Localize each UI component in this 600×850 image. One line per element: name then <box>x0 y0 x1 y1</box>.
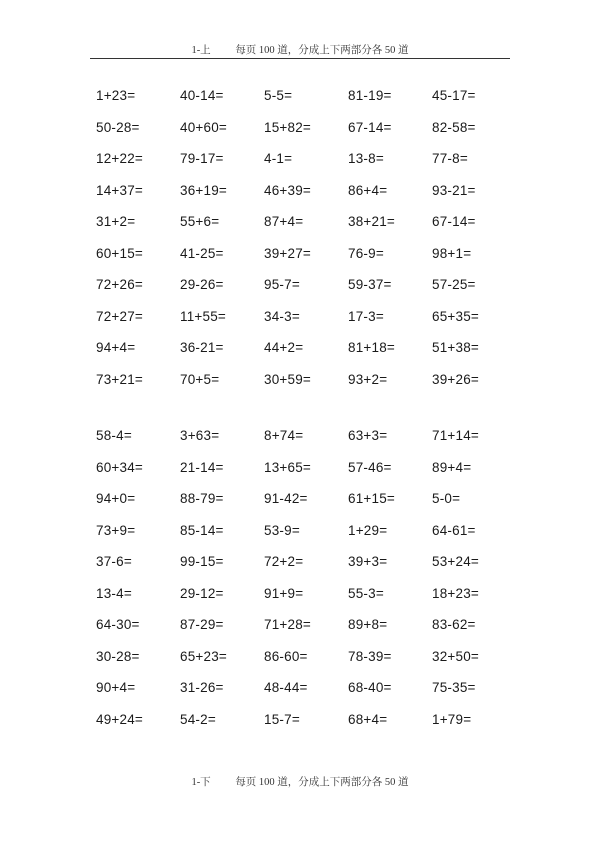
math-problem: 85-14= <box>180 522 224 538</box>
bottom-problem-row <box>96 672 516 704</box>
math-problem: 87+4= <box>264 214 304 230</box>
math-problem: 13-4= <box>96 585 132 601</box>
math-problem: 93+2= <box>348 371 388 387</box>
top-problem-row <box>96 238 516 270</box>
math-problem: 90+4= <box>96 680 136 696</box>
top-problem-row <box>96 206 516 238</box>
math-problem: 68-40= <box>348 680 392 696</box>
math-problem: 60+34= <box>96 459 143 475</box>
bottom-problem-row <box>96 609 516 641</box>
math-problem: 99-15= <box>180 554 224 570</box>
math-problem: 86+4= <box>348 182 388 198</box>
math-problem: 91+9= <box>264 585 304 601</box>
math-problem: 37-6= <box>96 554 132 570</box>
top-problem-grid <box>96 80 516 395</box>
math-problem: 75-35= <box>432 680 476 696</box>
math-problem: 81+18= <box>348 340 395 356</box>
math-problem: 57-46= <box>348 459 392 475</box>
math-problem: 14+37= <box>96 182 143 198</box>
math-problem: 48-44= <box>264 680 308 696</box>
bottom-problem-grid <box>96 420 516 735</box>
math-problem: 15-7= <box>264 711 300 727</box>
math-problem: 60+15= <box>96 245 143 261</box>
math-problem: 11+55= <box>180 308 226 324</box>
math-problem: 82-58= <box>432 119 476 135</box>
math-problem: 45-17= <box>432 88 476 104</box>
header-description: 每页 100 道，分成上下两部分各 50 道 <box>235 45 409 56</box>
math-problem: 17-3= <box>348 308 384 324</box>
math-problem: 95-7= <box>264 277 300 293</box>
math-problem: 89+8= <box>348 617 388 633</box>
math-problem: 78-39= <box>348 648 392 664</box>
math-problem: 40-14= <box>180 88 224 104</box>
math-problem: 88-79= <box>180 491 224 507</box>
math-problem: 53+24= <box>432 554 479 570</box>
math-problem: 72+2= <box>264 554 304 570</box>
bottom-problem-row <box>96 483 516 515</box>
math-problem: 64-30= <box>96 617 140 633</box>
math-problem: 89+4= <box>432 459 472 475</box>
math-problem: 64-61= <box>432 522 476 538</box>
bottom-problem-row <box>96 578 516 610</box>
math-problem: 31+2= <box>96 214 136 230</box>
math-problem: 36+19= <box>180 182 227 198</box>
math-problem: 83-62= <box>432 617 476 633</box>
math-problem: 39+26= <box>432 371 479 387</box>
math-problem: 30-28= <box>96 648 140 664</box>
math-problem: 31-26= <box>180 680 224 696</box>
math-problem: 73+21= <box>96 371 143 387</box>
math-problem: 93-21= <box>432 182 476 198</box>
math-problem: 91-42= <box>264 491 308 507</box>
top-problem-row <box>96 364 516 396</box>
math-problem: 72+26= <box>96 277 143 293</box>
math-problem: 71+14= <box>432 428 479 444</box>
math-problem: 65+35= <box>432 308 479 324</box>
math-problem: 54-2= <box>180 711 216 727</box>
bottom-problem-row <box>96 420 516 452</box>
top-problem-row <box>96 269 516 301</box>
math-problem: 36-21= <box>180 340 224 356</box>
math-problem: 94+0= <box>96 491 136 507</box>
math-problem: 1+23= <box>96 88 136 104</box>
math-problem: 41-25= <box>180 245 224 261</box>
math-problem: 32+50= <box>432 648 479 664</box>
math-problem: 21-14= <box>180 459 224 475</box>
math-problem: 58-4= <box>96 428 132 444</box>
top-problem-row <box>96 112 516 144</box>
math-problem: 1+79= <box>432 711 472 727</box>
math-problem: 59-37= <box>348 277 392 293</box>
math-problem: 44+2= <box>264 340 304 356</box>
math-problem: 98+1= <box>432 245 472 261</box>
math-problem: 68+4= <box>348 711 388 727</box>
math-problem: 5-5= <box>264 88 293 104</box>
math-problem: 81-19= <box>348 88 392 104</box>
math-problem: 1+29= <box>348 522 388 538</box>
footer-description: 每页 100 道，分成上下两部分各 50 道 <box>235 777 409 788</box>
bottom-problem-row <box>96 515 516 547</box>
bottom-problem-row <box>96 704 516 736</box>
math-problem: 8+74= <box>264 428 304 444</box>
math-problem: 73+9= <box>96 522 136 538</box>
math-problem: 29-12= <box>180 585 224 601</box>
math-problem: 86-60= <box>264 648 308 664</box>
math-problem: 34-3= <box>264 308 300 324</box>
math-problem: 38+21= <box>348 214 395 230</box>
page-header <box>90 42 510 59</box>
top-problem-row <box>96 332 516 364</box>
math-problem: 49+24= <box>96 711 143 727</box>
math-problem: 57-25= <box>432 277 476 293</box>
math-problem: 55+6= <box>180 214 220 230</box>
math-problem: 67-14= <box>432 214 476 230</box>
math-problem: 53-9= <box>264 522 300 538</box>
math-problem: 18+23= <box>432 585 479 601</box>
math-problem: 77-8= <box>432 151 468 167</box>
math-problem: 61+15= <box>348 491 395 507</box>
math-problem: 29-26= <box>180 277 224 293</box>
top-problem-row <box>96 143 516 175</box>
math-problem: 72+27= <box>96 308 143 324</box>
math-problem: 3+63= <box>180 428 220 444</box>
math-problem: 12+22= <box>96 151 143 167</box>
math-problem: 65+23= <box>180 648 227 664</box>
math-problem: 76-9= <box>348 245 384 261</box>
top-problem-row <box>96 80 516 112</box>
bottom-problem-row <box>96 452 516 484</box>
math-problem: 63+3= <box>348 428 388 444</box>
footer-section-label: 1-下 <box>191 777 211 788</box>
math-problem: 15+82= <box>264 119 311 135</box>
math-problem: 5-0= <box>432 491 461 507</box>
math-problem: 39+3= <box>348 554 388 570</box>
bottom-problem-row <box>96 641 516 673</box>
math-problem: 94+4= <box>96 340 136 356</box>
math-problem: 30+59= <box>264 371 311 387</box>
math-problem: 71+28= <box>264 617 311 633</box>
math-problem: 46+39= <box>264 182 311 198</box>
math-problem: 39+27= <box>264 245 311 261</box>
top-problem-row <box>96 301 516 333</box>
page-footer <box>0 774 600 789</box>
top-problem-row <box>96 175 516 207</box>
math-problem: 50-28= <box>96 119 140 135</box>
math-problem: 87-29= <box>180 617 224 633</box>
bottom-problem-row <box>96 546 516 578</box>
header-section-label: 1-上 <box>191 45 211 56</box>
math-problem: 67-14= <box>348 119 392 135</box>
math-problem: 13+65= <box>264 459 311 475</box>
math-problem: 4-1= <box>264 151 293 167</box>
math-problem: 55-3= <box>348 585 384 601</box>
math-problem: 13-8= <box>348 151 384 167</box>
math-problem: 51+38= <box>432 340 479 356</box>
math-problem: 79-17= <box>180 151 224 167</box>
math-problem: 40+60= <box>180 119 227 135</box>
math-problem: 70+5= <box>180 371 220 387</box>
